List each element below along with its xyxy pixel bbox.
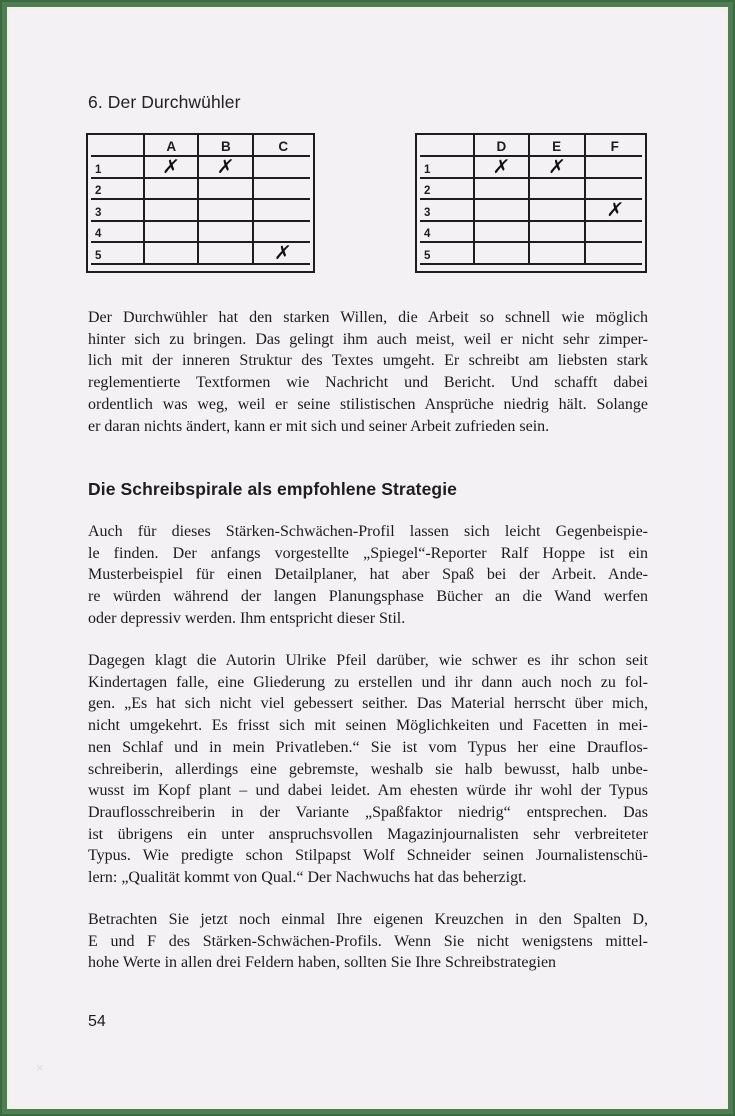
text-line: schreiberin, allerdings eine gebremste, weshalb sie halb bewusst, halb unbe- [88,760,648,778]
row-label: 3 [424,206,431,219]
text-line: oder depressiv werden. Ihm entspricht dieser Stil. [88,609,406,627]
column-rule [197,135,199,265]
row-rule [420,263,642,265]
page-number: 54 [88,1013,106,1030]
row-label: 2 [424,185,431,198]
text-line: ordentlich was weg, weil er seine stilistischen Ansprüche niedrig hält. Solange [88,395,648,413]
x-mark: ✗ [547,155,567,178]
paragraph-betrachten-sie [88,909,648,974]
text-line: er daran nichts ändert, kann er mit sich und seiner Arbeit zufrieden sein. [88,417,550,435]
row-label: 1 [424,163,431,176]
column-header: C [278,138,289,154]
column-header: F [610,138,619,154]
text-line: lich mit der inneren Struktur des Textes umgeht. Er schreibt am liebsten stark [88,352,648,370]
paragraph-durchwuehler [88,307,648,437]
text-line: Betrachten Sie jetzt noch einmal Ihre eigenen Kreuzchen in den Spalten D, [88,911,648,928]
row-label: 2 [95,185,102,198]
section-heading: Die Schreibspirale als empfohlene Strategie [88,479,458,499]
text-line: Typus. Wie predigte schon Stilpapst Wolf Schneider seinen Journalistenschü- [88,847,648,865]
column-header: A [166,138,177,154]
x-mark: ✗ [605,198,625,221]
text-line: reglementierte Textformen wie Nachricht und Bericht. Und schafft dabei [88,374,648,392]
row-label: 5 [424,249,431,262]
text-line: nicht umgekehrt. Es frisst sich mit seinen Möglichkeiten und Facetten in mei- [88,717,648,735]
text-line: hohe Werte in allen drei Feldern haben, sollten Sie Ihre Schreibstrategien [88,954,557,972]
scan-artifact-mark: × [36,1060,44,1075]
column-header: D [496,138,507,154]
text-line: nen Schlaf und in mein Privatleben.“ Sie ist vom Typus her eine Drauflos- [88,738,648,756]
text-line: E und F des Stärken-Schwächen-Profils. Wenn Sie nicht wenigstens mittel- [88,932,648,950]
column-rule [473,135,475,265]
row-label: 4 [95,228,102,241]
text-line: lern: „Qualität kommt von Qual.“ Der Nachwuchs hat das beherzigt. [88,869,527,887]
text-line: Musterbeispiel für einen Detailplaner, hat aber Spaß bei der Arbeit. Ande- [88,566,648,584]
text-line: Auch für dieses Stärken-Schwächen-Profil lassen sich leicht Gegenbeispie- [88,523,648,540]
column-header [417,136,474,156]
text-line: re würden während der langen Planungsphase Bücher an die Wand werfen [88,588,648,606]
paragraph-ulrike-pfeil [88,650,648,889]
paragraph-gegenbeispiele [88,521,648,630]
text-line: wusst im Kopf plant – und dabei leidet. Am ehesten würde ihr wohl der Typus [88,782,648,800]
column-rule [528,135,530,265]
strengths-profile-table-def [415,133,647,273]
row-label: 5 [95,249,102,262]
row-label: 1 [95,163,102,176]
text-line: Dagegen klagt die Autorin Ulrike Pfeil darüber, wie schwer es ihr schon seit [88,652,648,669]
text-line: hinter sich zu bringen. Das gelingt ihm auch meist, weil er nicht sehr zimper- [88,330,648,348]
chapter-title: 6. Der Durchwühler [88,92,241,112]
x-mark: ✗ [216,155,236,178]
text-line: Der Durchwühler hat den starken Willen, die Arbeit so schnell wie möglich [88,309,648,326]
x-mark: ✗ [273,241,293,264]
strengths-profile-table-abc [86,133,315,273]
text-line: gen. „Es hat sich nicht viel gebessert seither. Das Material herrscht über mich, [88,695,648,713]
row-rule [91,220,310,222]
text-line: Drauflosschreiberin in der Variante „Spaßfaktor niedrig“ entsprechen. Das [88,803,648,821]
row-rule [420,241,642,243]
column-header: B [220,138,231,154]
text-line: le finden. Der anfangs vorgestellte „Spiegel“-Reporter Ralf Hoppe ist ein [88,544,648,562]
x-mark: ✗ [491,155,511,178]
column-header [88,136,144,156]
x-mark: ✗ [161,155,181,178]
column-header: E [552,138,562,154]
column-rule [143,135,145,265]
row-label: 4 [424,228,431,241]
row-rule [91,198,310,200]
text-line: Kindertagen falle, eine Gliederung zu erstellen und ihr dann auch noch zu fol- [88,673,648,691]
text-line: ist übrigens ein unter anspruchsvollen Magazinjournalisten sehr verbreiteter [88,825,648,843]
row-label: 3 [95,206,102,219]
